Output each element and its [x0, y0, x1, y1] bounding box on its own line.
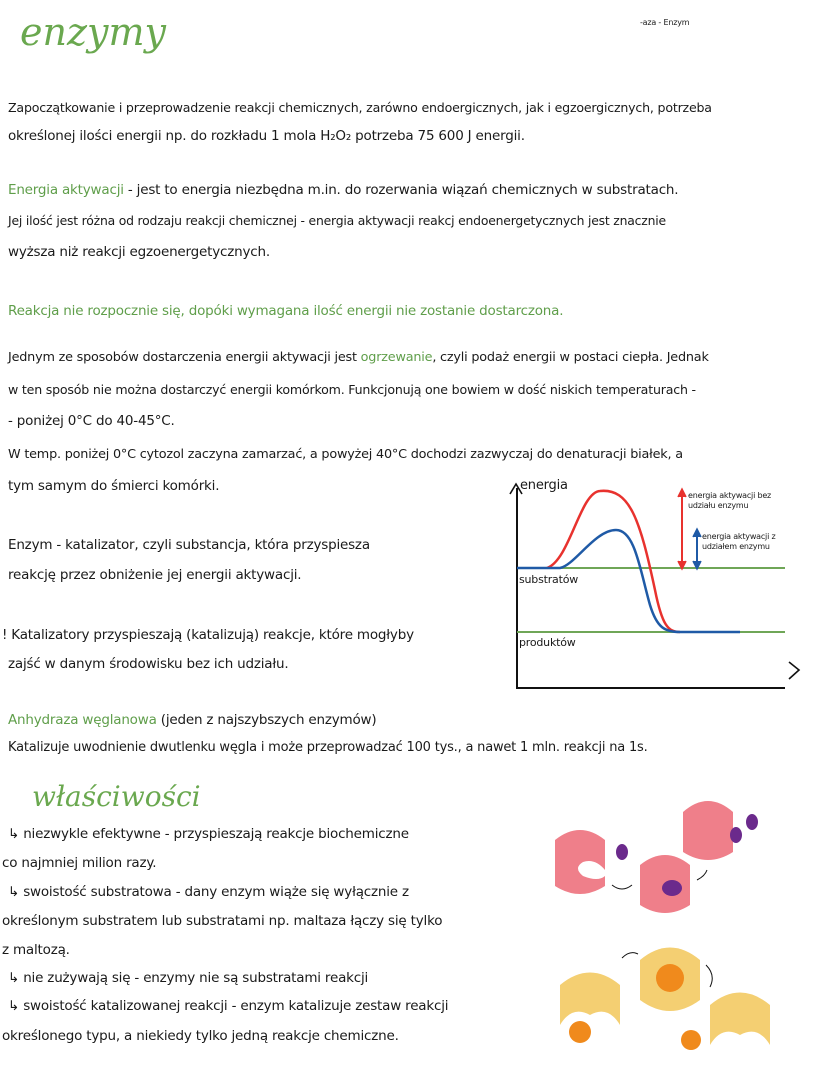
- property-line: co najmniej milion razy.: [2, 855, 157, 871]
- property-line: określonym substratem lub substratami np. maltaza łączy się tylko: [2, 913, 443, 929]
- heating-line: tym samym do śmierci komórki.: [8, 478, 220, 494]
- x-axis-arrow-icon: [789, 662, 799, 679]
- enzyme-illustration-pink: [555, 801, 758, 913]
- enzyme-definition: Enzym - katalizator, czyli substancja, która przyspiesza: [8, 537, 370, 553]
- anhydrase-name: Anhydraza węglanowa: [8, 712, 157, 728]
- heating-term: ogrzewanie: [360, 350, 433, 365]
- highlight-note: Reakcja nie rozpocznie się, dopóki wymagana ilość energii nie zostanie dostarczona.: [8, 303, 564, 319]
- enzyme-illustration-yellow: [560, 948, 770, 1051]
- property-line: ↳ swoistość substratowa - dany enzym wiąże się wyłącznie z: [8, 884, 409, 900]
- heating-text: , czyli podaż energii w postaci ciepła. Jednak: [432, 350, 709, 365]
- activation-line: Jej ilość jest różna od rodzaju reakcji chemicznej - energia aktywacji reakcj endoenergetycznych jest znacznie: [8, 213, 666, 228]
- catalysts-note: ! Katalizatory przyspieszają (katalizują) reakcje, które mogłyby: [2, 627, 414, 643]
- y-axis: [517, 488, 785, 688]
- curve-without-enzyme: [547, 491, 680, 632]
- activation-term: Energia aktywacji: [8, 182, 124, 198]
- catalysts-note: zajść w danym środowisku bez ich udziału.: [8, 656, 289, 672]
- property-line: ↳ nie zużywają się - enzymy nie są substratami reakcji: [8, 970, 369, 986]
- red-arrow-label: udziału enzymu: [688, 501, 749, 510]
- heating-line: W temp. poniżej 0°C cytozol zaczyna zamarzać, a powyżej 40°C dochodzi zazwyczaj do denaturacji białek, a: [8, 447, 683, 462]
- substrates-label: substratów: [519, 573, 579, 586]
- heating-line: w ten sposób nie można dostarczyć energii komórkom. Funkcjonują one bowiem w dość niskich temperaturach -: [8, 382, 696, 397]
- property-line: ↳ niezwykle efektywne - przyspieszają reakcje biochemiczne: [8, 826, 409, 842]
- activation-text: - jest to energia niezbędna m.in. do rozerwania wiązań chemicznych w substratach.: [123, 182, 679, 198]
- intro-line: określonej ilości energii np. do rozkładu 1 mola H₂O₂ potrzeba 75 600 J energii.: [8, 128, 525, 144]
- anhydrase-line: Katalizuje uwodnienie dwutlenku węgla i może przeprowadzać 100 tys., a nawet 1 mln. reakcji na 1s.: [8, 740, 648, 755]
- intro-line: Zapoczątkowanie i przeprowadzenie reakcji chemicznych, zarówno endoergicznych, jak i egzoergicznych, potrzeba: [8, 100, 712, 115]
- property-line: ↳ swoistość katalizowanej reakcji - enzym katalizuje zestaw reakcji: [8, 998, 449, 1014]
- heating-text: Jednym ze sposobów dostarczenia energii aktywacji jest: [8, 350, 361, 365]
- header-note: -aza - Enzym: [640, 18, 690, 27]
- y-axis-label: energia: [520, 478, 568, 493]
- blue-arrow-label: udziałem enzymu: [702, 542, 770, 551]
- activation-line: wyższa niż reakcji egzoenergetycznych.: [8, 244, 270, 260]
- page-title: enzymy: [20, 10, 166, 54]
- blue-arrow-label: energia aktywacji z: [702, 532, 776, 541]
- red-arrow-label: energia aktywacji bez: [688, 491, 772, 500]
- property-line: z maltozą.: [2, 942, 70, 958]
- anhydrase-note: (jeden z najszybszych enzymów): [156, 712, 377, 728]
- property-line: określonego typu, a niekiedy tylko jedną reakcje chemiczne.: [2, 1028, 399, 1044]
- enzyme-definition: reakcję przez obniżenie jej energii aktywacji.: [8, 567, 302, 583]
- properties-heading: właściwości: [32, 780, 201, 813]
- products-label: produktów: [519, 636, 576, 649]
- heating-line: - poniżej 0°C do 40-45°C.: [8, 413, 175, 429]
